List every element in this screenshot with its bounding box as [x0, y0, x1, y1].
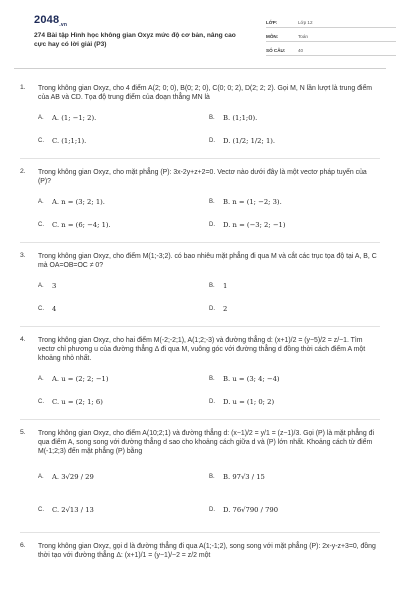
option-key: B.: [209, 474, 215, 480]
option-d[interactable]: [209, 395, 380, 409]
option-key: B.: [209, 199, 215, 205]
question-separator: [20, 419, 380, 420]
option-c[interactable]: [38, 498, 209, 522]
question-text: Trong không gian Oxyz, cho điểm M(1;-3;2). có bao nhiêu mặt phẳng đi qua M và cắt các trục tọa độ tại A, B, C mà OA=OB=OC ≠ 0?: [38, 253, 377, 269]
question-text: Trong không gian Oxyz, cho 4 điểm A(2; 0; 0), B(0; 2; 0), C(0; 0; 2), D(2; 2; 2). Gọi M, N lần lượt là trung điểm của AB và CD. Tọa độ trung điểm của đoạn thẳng MN là: [38, 85, 373, 101]
header: [14, 0, 386, 64]
option-value: B. 97√3 / 15: [223, 473, 265, 481]
header-divider: [14, 68, 386, 69]
question-list: [20, 84, 380, 560]
option-b[interactable]: [209, 279, 380, 293]
question-text: Trong không gian Oxyz, cho mặt phẳng (P): 3x-2y+z+2=0. Vectơ nào dưới đây là một vectơ pháp tuyến của (P)?: [38, 169, 367, 185]
question-number: 3.: [20, 252, 26, 259]
option-key: C.: [38, 306, 44, 312]
option-key: D.: [209, 306, 215, 312]
option-key: A.: [38, 474, 44, 480]
answer-options: [38, 195, 380, 232]
meta-value: Toán: [298, 34, 308, 39]
option-c[interactable]: [38, 218, 209, 232]
meta-row-class: [266, 14, 396, 28]
option-b[interactable]: [209, 372, 380, 386]
option-value: A. n = (3; 2; 1).: [52, 198, 105, 206]
question-5: [20, 429, 380, 522]
option-b[interactable]: [209, 465, 380, 489]
option-key: C.: [38, 138, 44, 144]
question-number: 4.: [20, 336, 26, 343]
meta-key: SỐ CÂU:: [266, 48, 286, 53]
option-a[interactable]: [38, 111, 209, 125]
question-number: 5.: [20, 429, 26, 436]
option-c[interactable]: [38, 302, 209, 316]
question-separator: [20, 158, 380, 159]
question-number: 2.: [20, 168, 26, 175]
option-key: B.: [209, 376, 215, 382]
answer-options: [38, 372, 380, 409]
question-text: Trong không gian Oxyz, gọi d là đường thẳng đi qua A(1;-1;2), song song với mặt phẳng (P): 2x-y-z+3=0, đồng thời tạo với đường thẳng Δ: (x+1)/1 = (y−1)/−2 = z/2 một: [38, 543, 376, 559]
option-value: 2: [223, 305, 228, 313]
option-key: C.: [38, 399, 44, 405]
option-d[interactable]: [209, 302, 380, 316]
meta-value: 40: [298, 48, 304, 53]
option-value: D. (1/2; 1/2; 1).: [223, 137, 276, 145]
option-value: 1: [223, 282, 228, 290]
question-separator: [20, 242, 380, 243]
site-logo[interactable]: $2048_{.vn}$: [34, 14, 68, 29]
question-number: 6.: [20, 542, 26, 549]
option-value: D. 76√790 / 790: [223, 506, 279, 514]
option-key: D.: [209, 222, 215, 228]
meta-key: MÔN:: [266, 34, 279, 39]
option-value: 3: [52, 282, 57, 290]
option-key: B.: [209, 115, 215, 121]
option-value: B. u = (3; 4; −4): [223, 375, 280, 383]
document-title: 274 Bài tập Hình học không gian Oxyz mức độ cơ bản, nâng cao cực hay có lời giải (P3): [34, 32, 236, 48]
option-b[interactable]: [209, 111, 380, 125]
question-separator: [20, 532, 380, 533]
meta-table: [266, 14, 396, 56]
answer-options: [38, 279, 380, 316]
question-text: Trong không gian Oxyz, cho điểm A(10;2;1) và đường thẳng d: (x−1)/2 = y/1 = (z−1)/3. Gọi (P) là mặt phẳng đi qua điểm A, song song với đường thẳng d sao cho khoảng cách giữa d và (P) lớn nhất. Khoảng cách từ điểm M(-1;2;3) đến mặt phẳng (P) bằng: [38, 430, 374, 455]
option-a[interactable]: [38, 195, 209, 209]
option-a[interactable]: [38, 465, 209, 489]
question-4: [20, 336, 380, 409]
option-value: C. (1;1;1).: [52, 137, 87, 145]
meta-row-count: [266, 42, 396, 56]
answer-options: [38, 465, 380, 522]
option-value: 4: [52, 305, 57, 313]
option-key: C.: [38, 222, 44, 228]
option-c[interactable]: [38, 134, 209, 148]
option-value: B. (1;1;0).: [223, 114, 258, 122]
question-3: [20, 252, 380, 316]
option-d[interactable]: [209, 218, 380, 232]
option-value: C. 2√13 / 13: [52, 506, 94, 514]
option-b[interactable]: [209, 195, 380, 209]
option-value: C. n = (6; −4; 1).: [52, 221, 111, 229]
option-key: A.: [38, 376, 44, 382]
option-value: A. u = (2; 2; −1): [52, 375, 109, 383]
option-value: D. u = (1; 0; 2): [223, 398, 275, 406]
option-d[interactable]: [209, 498, 380, 522]
question-separator: [20, 326, 380, 327]
meta-value: Lớp 12: [298, 20, 313, 25]
option-d[interactable]: [209, 134, 380, 148]
question-1: [20, 84, 380, 148]
option-c[interactable]: [38, 395, 209, 409]
question-number: 1.: [20, 84, 26, 91]
meta-key: LỚP:: [266, 20, 278, 25]
option-key: D.: [209, 138, 215, 144]
option-key: B.: [209, 283, 215, 289]
meta-row-subject: [266, 28, 396, 42]
answer-options: [38, 111, 380, 148]
question-2: [20, 168, 380, 232]
option-key: C.: [38, 507, 44, 513]
option-a[interactable]: [38, 372, 209, 386]
option-value: A. (1; −1; 2).: [52, 114, 97, 122]
option-key: D.: [209, 507, 215, 513]
option-key: D.: [209, 399, 215, 405]
question-6: [20, 542, 380, 560]
option-key: A.: [38, 115, 44, 121]
option-value: B. n = (1; −2; 3).: [223, 198, 282, 206]
option-value: D. n = (−3; 2; −1): [223, 221, 286, 229]
option-a[interactable]: [38, 279, 209, 293]
option-key: A.: [38, 283, 44, 289]
question-text: Trong không gian Oxyz, cho hai điểm M(-2;-2;1), A(1;2;-3) và đường thẳng d: (x+1)/2 = (y−5)/2 = z/−1. Tìm vectơ chỉ phương u của đường thẳng Δ đi qua M, vuông góc với đường thẳng d đồng thời cách điểm A một khoảng nhỏ nhất.: [38, 337, 366, 362]
option-value: A. 3√29 / 29: [52, 473, 94, 481]
option-value: C. u = (2; 1; 6): [52, 398, 103, 406]
option-key: A.: [38, 199, 44, 205]
